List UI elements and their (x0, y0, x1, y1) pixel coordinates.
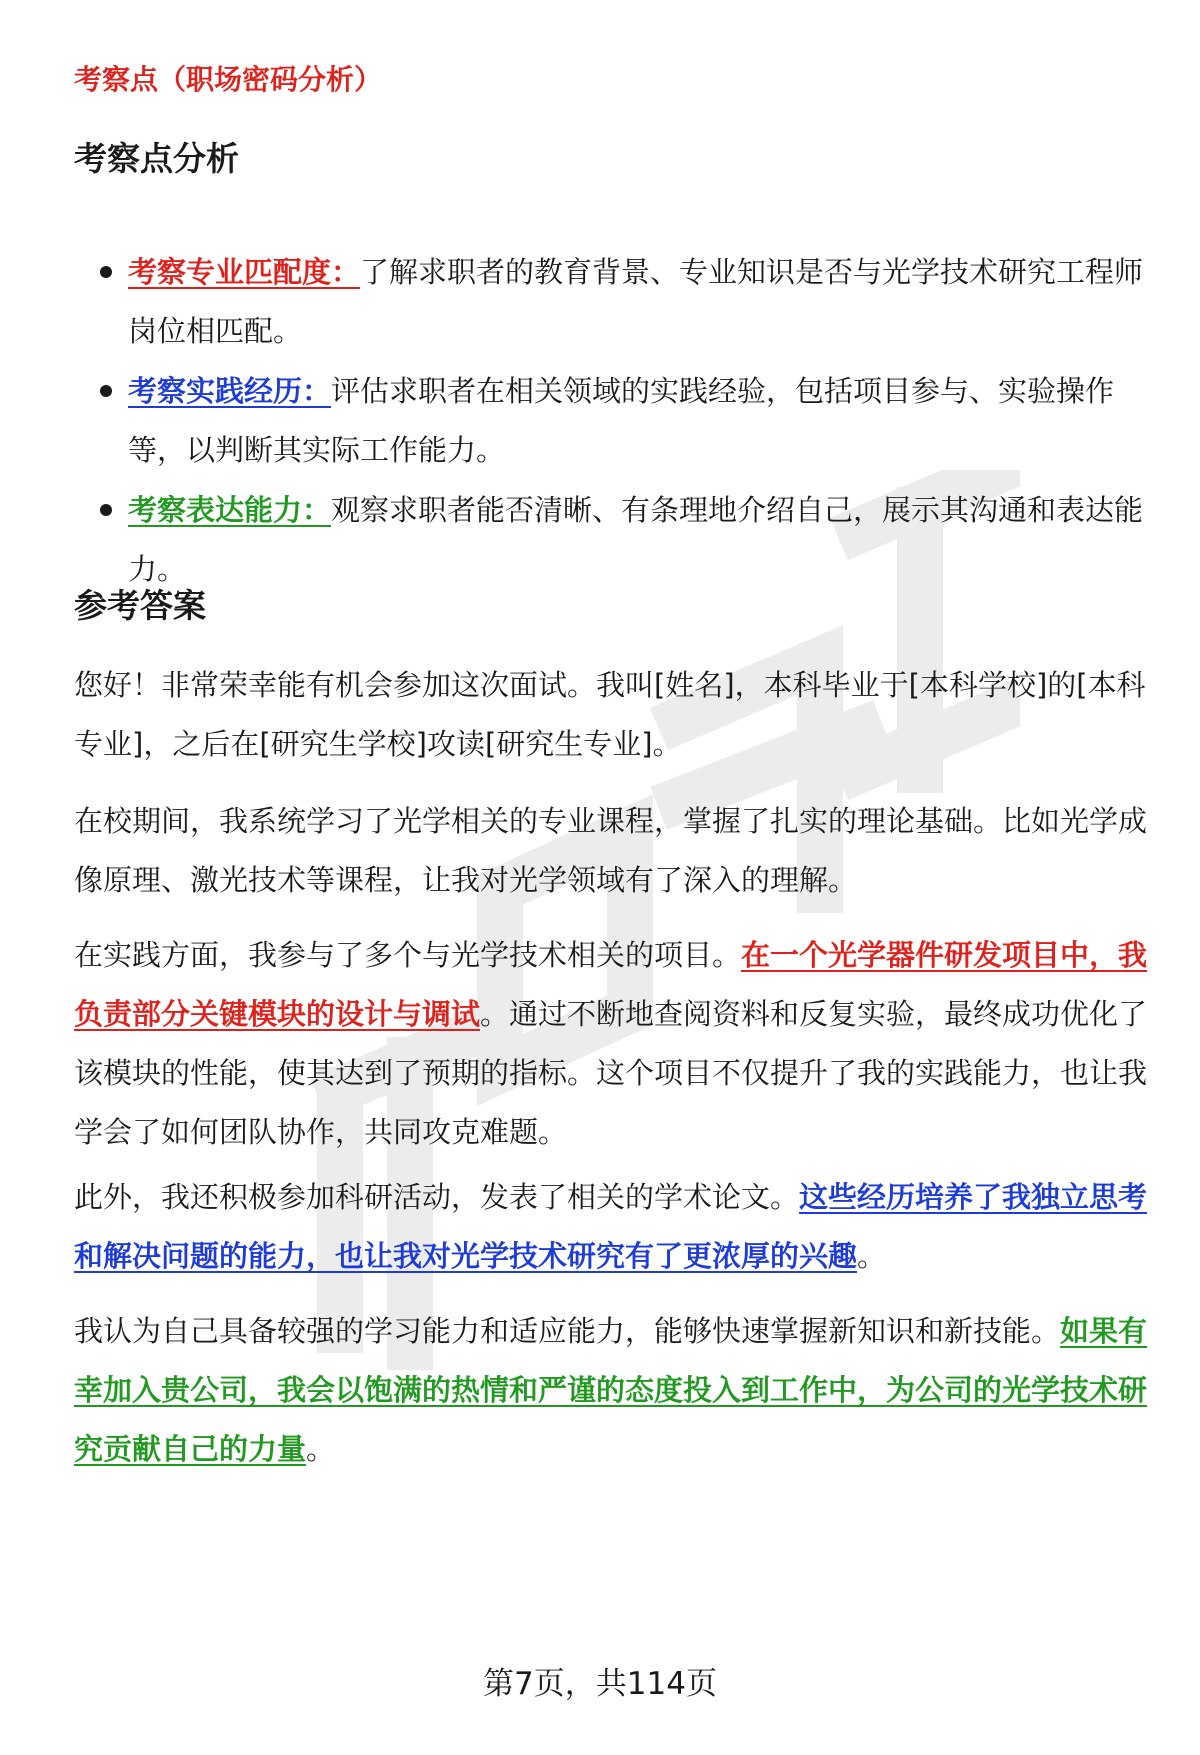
list-item (74, 481, 1148, 599)
paragraph-text: 在实践方面，我参与了多个与光学技术相关的项目。 (74, 938, 742, 972)
list-item (74, 243, 1148, 361)
highlighted-text: 这些经历培养了我独立思考和解决问题的能力，也让我对光学技术研究有了更浓厚的兴趣 (74, 1180, 1148, 1273)
list-item (74, 362, 1148, 480)
paragraph-text: 此外，我还积极参加科研活动，发表了相关的学术论文。 (74, 1180, 800, 1214)
answer-heading: 参考答案 (74, 586, 206, 625)
evaluation-points-list (74, 243, 1148, 600)
paragraph-text: 。 (306, 1432, 336, 1466)
paragraph-text: 。 (857, 1239, 887, 1273)
answer-paragraph-study (74, 792, 1148, 910)
answer-paragraph-practice (74, 926, 1148, 1162)
paragraph-text: 我认为自己具备较强的学习能力和适应能力，能够快速掌握新知识和新技能。 (74, 1314, 1061, 1348)
paragraph-text: 您好！非常荣幸能有机会参加这次面试。我叫[姓名]，本科毕业于[本科学校]的[本科专业]，之后在[研究生学校]攻读[研究生专业]。 (74, 668, 1146, 761)
bullet-icon (100, 385, 112, 397)
point-label: 考察专业匹配度： (128, 255, 361, 289)
answer-paragraph-closing (74, 1302, 1148, 1479)
point-text: 了解求职者的教育背景、专业知识是否与光学技术研究工程师岗位相匹配。 (128, 255, 1144, 348)
paragraph-text: 。通过不断地查阅资料和反复实验，最终成功优化了该模块的性能，使其达到了预期的指标。这个项目不仅提升了我的实践能力，也让我学会了如何团队协作，共同攻克难题。 (74, 997, 1148, 1149)
bullet-icon (100, 266, 112, 278)
point-text: 观察求职者能否清晰、有条理地介绍自己，展示其沟通和表达能力。 (128, 493, 1144, 586)
analysis-heading: 考察点分析 (74, 139, 239, 178)
highlighted-text: 如果有幸加入贵公司，我会以饱满的热情和严谨的态度投入到工作中，为公司的光学技术研究贡献自己的力量 (74, 1314, 1148, 1466)
section-label: 考察点（职场密码分析） (74, 63, 383, 96)
highlighted-text: 在一个光学器件研发项目中，我负责部分关键模块的设计与调试 (74, 938, 1148, 1031)
point-label: 考察实践经历： (128, 374, 332, 408)
paragraph-text: 在校期间，我系统学习了光学相关的专业课程，掌握了扎实的理论基础。比如光学成像原理、激光技术等课程，让我对光学领域有了深入的理解。 (74, 804, 1148, 897)
bullet-icon (100, 504, 112, 516)
answer-paragraph-intro (74, 656, 1148, 774)
answer-paragraph-research (74, 1168, 1148, 1286)
page-number: 第7页，共114页 (483, 1666, 717, 1702)
point-text: 评估求职者在相关领域的实践经验，包括项目参与、实验操作等，以判断其实际工作能力。 (128, 374, 1115, 467)
point-label: 考察表达能力： (128, 493, 332, 527)
